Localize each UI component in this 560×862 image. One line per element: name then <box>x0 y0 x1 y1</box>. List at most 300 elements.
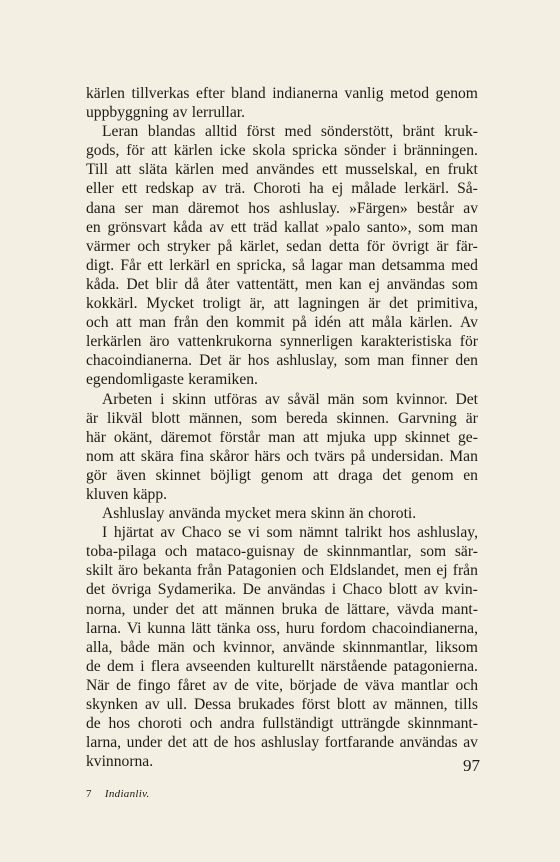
word: men <box>404 562 432 580</box>
word: och <box>192 638 216 656</box>
word: Det <box>199 352 222 370</box>
word: de <box>213 734 229 752</box>
word: Choroti <box>253 180 301 198</box>
word: på <box>292 314 307 332</box>
word: under <box>126 734 163 752</box>
word: skynken <box>86 696 138 713</box>
word: bränningen. <box>403 142 478 160</box>
word: av <box>212 676 228 694</box>
word: släta <box>138 161 168 179</box>
word: för <box>459 333 478 351</box>
text-line <box>86 447 478 466</box>
word: ge- <box>458 428 478 446</box>
word: draga <box>338 466 373 484</box>
word: fåret <box>177 676 206 694</box>
word: först <box>301 696 331 713</box>
word: kvinnor, <box>223 638 275 656</box>
word: lerrullar. <box>191 104 246 122</box>
word: vattenkrukorna <box>177 333 272 351</box>
word: att <box>192 734 208 752</box>
word: kärlen <box>175 161 215 179</box>
word: man <box>268 428 296 446</box>
word: skola <box>252 142 286 160</box>
word: Det <box>455 390 478 408</box>
word: uppbyggning <box>86 104 169 122</box>
word: oss, <box>256 619 281 637</box>
word: man <box>151 199 179 217</box>
word: då <box>184 275 200 293</box>
word: Så- <box>457 180 478 198</box>
word: mant- <box>441 600 478 618</box>
word: männen, <box>394 696 448 713</box>
word: mycket <box>225 505 271 523</box>
word: dem <box>107 657 134 675</box>
text-line <box>86 84 478 103</box>
word: metod <box>390 85 429 102</box>
word: grönsvart <box>107 218 167 236</box>
word: både <box>120 638 150 656</box>
text-line <box>86 313 478 332</box>
word: larna. <box>86 619 122 637</box>
word: som <box>418 218 445 236</box>
text-line <box>86 619 478 638</box>
word: »palo <box>325 218 361 236</box>
word: spricka <box>292 142 338 160</box>
text-line <box>86 103 478 122</box>
word: gör <box>86 466 107 484</box>
word: kvinnor. <box>396 390 448 408</box>
word: Sydamerika. <box>157 581 237 599</box>
word: däremot <box>160 428 212 446</box>
word: fina <box>179 447 204 465</box>
text-line <box>86 466 478 485</box>
text-line <box>86 542 478 561</box>
word: de <box>234 676 249 694</box>
text-line <box>86 580 478 599</box>
word: från <box>173 314 199 332</box>
word: i <box>392 142 397 160</box>
word: att <box>119 447 136 465</box>
word: choroti. <box>368 505 417 523</box>
word: måla <box>371 314 403 332</box>
word: förstår <box>219 428 261 446</box>
word: Vi <box>126 619 142 637</box>
word: som <box>251 409 278 427</box>
word: musselskal, <box>345 161 418 179</box>
word: värmer <box>86 237 131 255</box>
text-line <box>86 638 478 657</box>
word: som <box>451 275 478 293</box>
word: sär- <box>454 543 478 561</box>
word: Mycket <box>146 295 194 313</box>
word: skinnet <box>404 428 451 446</box>
word: trä. <box>224 180 246 198</box>
word: övriga <box>111 581 152 599</box>
word: hos <box>248 199 270 217</box>
word: hjärtat <box>113 524 154 542</box>
word: De <box>242 581 261 599</box>
body-text <box>86 84 478 771</box>
word: skinn <box>310 505 345 523</box>
word: och <box>189 715 213 733</box>
word: fär- <box>455 237 478 255</box>
word: fullständigt <box>262 715 334 733</box>
word: kärlen <box>173 142 213 160</box>
word: det <box>86 581 106 599</box>
word: det <box>175 600 195 618</box>
word: likväl <box>107 409 143 427</box>
word: för <box>366 237 385 255</box>
word: genom <box>435 85 478 102</box>
word: santo», <box>366 218 412 236</box>
word: män <box>327 390 355 408</box>
word: När <box>86 676 110 694</box>
word: synnerligen <box>279 333 353 351</box>
word: brukades <box>238 696 295 713</box>
word: av <box>209 218 225 236</box>
word: skåror <box>209 447 249 465</box>
word: Garvning <box>397 409 457 427</box>
printer-signature <box>86 788 150 800</box>
word: larna, <box>86 734 122 752</box>
word: sönder <box>344 142 386 160</box>
word: under <box>132 600 169 618</box>
word: blott <box>337 696 366 713</box>
text-line <box>86 504 478 523</box>
word: sönderstött, <box>320 123 394 141</box>
word: männen <box>225 600 275 618</box>
word: ej <box>368 275 380 293</box>
word: I <box>102 524 108 542</box>
word: Dessa <box>193 696 232 713</box>
word: av <box>160 524 176 542</box>
word: väva <box>364 676 395 694</box>
word: chacoindianerna. <box>86 352 193 370</box>
word: kan <box>339 275 362 293</box>
word: huru <box>285 619 315 637</box>
word: genom <box>411 466 454 484</box>
text-line <box>86 275 478 294</box>
word: ashluslay <box>261 734 320 752</box>
word: och <box>86 314 109 332</box>
word: okänt, <box>113 428 153 446</box>
text-line <box>86 370 478 389</box>
word: så <box>292 256 306 274</box>
word: redskap <box>145 180 194 198</box>
word: ashluslay. <box>279 199 340 217</box>
word: närstående <box>320 657 388 675</box>
text-line <box>86 294 478 313</box>
word: talrikt <box>344 524 383 542</box>
word: indianerna <box>272 85 339 102</box>
word: i <box>140 657 145 675</box>
word: män <box>157 638 185 656</box>
word: ett <box>321 161 338 179</box>
word: såväl <box>287 390 320 408</box>
word: skinn <box>172 390 207 408</box>
word: fordom <box>320 619 367 637</box>
text-line <box>86 160 478 179</box>
word: »Färgen» <box>349 199 408 217</box>
word: av <box>463 199 478 217</box>
word: av <box>265 390 280 408</box>
word: detta <box>328 237 360 255</box>
word: icke <box>219 142 246 160</box>
word: lerkärl <box>169 256 210 274</box>
word: tvärs <box>314 447 345 465</box>
word: att <box>116 314 132 332</box>
word: målade <box>351 180 397 198</box>
word: med <box>451 256 478 274</box>
word: mera <box>275 505 307 523</box>
word: nom <box>86 447 114 465</box>
word: vanlig <box>344 85 384 102</box>
word: blott <box>151 409 181 427</box>
word: åter <box>206 275 230 293</box>
word: Leran <box>102 123 139 141</box>
word: användas <box>386 275 445 293</box>
word: kåda. <box>86 275 120 293</box>
word: skinnet <box>155 466 201 484</box>
word: bereda <box>286 409 328 427</box>
word: digt. <box>86 256 115 274</box>
text-line <box>86 676 478 695</box>
word: de <box>343 676 359 694</box>
word: övrigt <box>391 237 430 255</box>
word: det <box>382 466 402 484</box>
word: är <box>86 409 99 427</box>
word: började <box>289 676 337 694</box>
word: kluven <box>86 485 129 503</box>
word: är, <box>249 295 265 313</box>
word: som <box>362 390 389 408</box>
word: och <box>301 562 325 580</box>
word: ej <box>331 180 344 198</box>
text-line <box>86 561 478 580</box>
word: i <box>160 390 165 408</box>
word: choroti <box>137 715 183 733</box>
word: utträngde <box>341 715 401 733</box>
text-line <box>86 256 478 275</box>
word: keramiken. <box>188 371 258 389</box>
word: kallat <box>284 218 319 236</box>
word: man <box>139 314 166 332</box>
word: lerkärl. <box>404 180 449 198</box>
word: skinnmantlar, <box>326 543 412 561</box>
word: är <box>436 237 449 255</box>
text-line <box>86 351 478 370</box>
word: använda <box>168 505 221 523</box>
word: nämnt <box>299 524 339 542</box>
word: lättare, <box>346 600 390 618</box>
word: att <box>202 600 218 618</box>
word: tillverkas <box>131 85 190 102</box>
word: en <box>216 256 231 274</box>
word: är <box>368 295 381 313</box>
word: flera <box>150 657 180 675</box>
word: frukt <box>447 161 478 179</box>
word: kommit <box>236 314 285 332</box>
word: skinnmant- <box>407 715 478 733</box>
text-line <box>86 695 478 714</box>
word: spricka, <box>236 256 286 274</box>
word: kåda <box>173 218 203 236</box>
word: genom <box>260 466 304 484</box>
word: den <box>455 352 478 370</box>
word: ashluslay, <box>417 524 478 542</box>
word: chacoindianerna, <box>371 619 478 637</box>
word: av <box>463 734 478 752</box>
word: toba-pilaga <box>86 543 157 561</box>
word: Eldslandet, <box>329 562 400 580</box>
text-line <box>86 141 478 160</box>
word: är <box>465 409 478 427</box>
word: blir <box>155 275 178 293</box>
word: kvin- <box>444 581 478 599</box>
word: vite, <box>255 676 284 694</box>
word: Får <box>120 256 142 274</box>
word: Chaco <box>342 581 383 599</box>
word: en <box>86 218 101 236</box>
word: består <box>416 199 455 217</box>
word: ha <box>309 180 324 198</box>
text-line <box>86 122 478 141</box>
word: vi <box>247 524 260 542</box>
word: troligt <box>202 295 241 313</box>
word: däremot <box>187 199 240 217</box>
word: blandas <box>147 123 196 141</box>
word: gods, <box>86 142 120 160</box>
word: man <box>451 218 478 236</box>
word: kunna <box>147 619 186 637</box>
word: alla, <box>86 638 113 656</box>
word: de <box>116 676 131 694</box>
word: se <box>228 524 242 542</box>
word: patagonierna. <box>393 657 478 675</box>
word: av <box>144 696 160 713</box>
word: med <box>221 161 249 179</box>
word: kärlen <box>86 85 125 102</box>
word: undersidan. <box>371 447 444 465</box>
word: finner <box>411 352 449 370</box>
word: även <box>116 466 146 484</box>
word: på <box>217 237 233 255</box>
word: kärlen. <box>409 314 453 332</box>
text-line <box>86 390 478 409</box>
word: att <box>348 314 365 332</box>
word: bruka <box>281 600 318 618</box>
word: skinnmantlar, <box>342 638 428 656</box>
word: andra <box>220 715 255 733</box>
word: äro <box>149 333 170 351</box>
word: mataco-guisnay <box>196 543 295 561</box>
word: de <box>86 657 101 675</box>
word: männen, <box>189 409 243 427</box>
word: att <box>151 142 167 160</box>
word: att <box>303 428 319 446</box>
word: fortfarande <box>324 734 394 752</box>
word: kärlet, <box>239 237 279 255</box>
word: Patagonien <box>227 562 297 580</box>
text-line <box>86 733 478 752</box>
word: kulturellt <box>257 657 315 675</box>
word: av <box>372 696 388 713</box>
word: Man <box>449 447 478 465</box>
text-line <box>86 485 478 504</box>
signature-title: Indianliv. <box>104 788 150 800</box>
text-line <box>86 523 478 542</box>
text-line <box>86 714 478 733</box>
word: som <box>266 524 293 542</box>
signature-number: 7 <box>86 788 92 800</box>
word: man <box>377 352 405 370</box>
word: blott <box>388 581 418 599</box>
word: och <box>455 676 478 694</box>
word: kokkärl. <box>86 295 138 313</box>
text-line <box>86 218 478 237</box>
word: är <box>228 352 241 370</box>
word: hos <box>108 715 131 733</box>
word: käpp. <box>132 485 168 503</box>
word: som <box>420 543 447 561</box>
word: tänka <box>216 619 251 637</box>
word: den <box>206 314 229 332</box>
word: Arbeten <box>102 390 153 408</box>
word: eller <box>86 180 114 198</box>
word: att <box>312 466 329 484</box>
word: och <box>164 543 188 561</box>
word: Till <box>86 161 108 179</box>
word: hos <box>233 734 256 752</box>
word: alltid <box>204 123 237 141</box>
word: att <box>273 295 290 313</box>
word: tills <box>454 696 478 713</box>
word: liksom <box>435 638 478 656</box>
word: av <box>172 104 188 122</box>
word: sedan <box>286 237 322 255</box>
word: använde <box>282 638 335 656</box>
word: stryker <box>167 237 211 255</box>
word: detsamma <box>381 256 445 274</box>
word: användes <box>256 161 315 179</box>
word: från <box>196 562 222 580</box>
word: för <box>126 142 145 160</box>
word: det <box>389 295 409 313</box>
word: ett <box>147 256 163 274</box>
word: efter <box>196 85 225 102</box>
word: skära <box>140 447 174 465</box>
word: äro <box>118 562 138 580</box>
word: fingo <box>137 676 171 694</box>
text-line <box>86 332 478 351</box>
word: kruk- <box>444 123 478 141</box>
word: på <box>350 447 366 465</box>
word: norna, <box>86 600 126 618</box>
word: användas <box>399 734 458 752</box>
word: ej <box>436 562 448 580</box>
word: bekanta <box>143 562 192 580</box>
word: ett <box>230 218 247 236</box>
word: de <box>324 600 340 618</box>
word: vattentätt, <box>236 275 299 293</box>
text-line <box>86 752 478 771</box>
word: mantlar <box>401 676 449 694</box>
word: primitiva, <box>416 295 478 313</box>
text-line <box>86 657 478 676</box>
word: de <box>303 543 319 561</box>
text-line <box>86 179 478 198</box>
word: härs <box>254 447 281 465</box>
